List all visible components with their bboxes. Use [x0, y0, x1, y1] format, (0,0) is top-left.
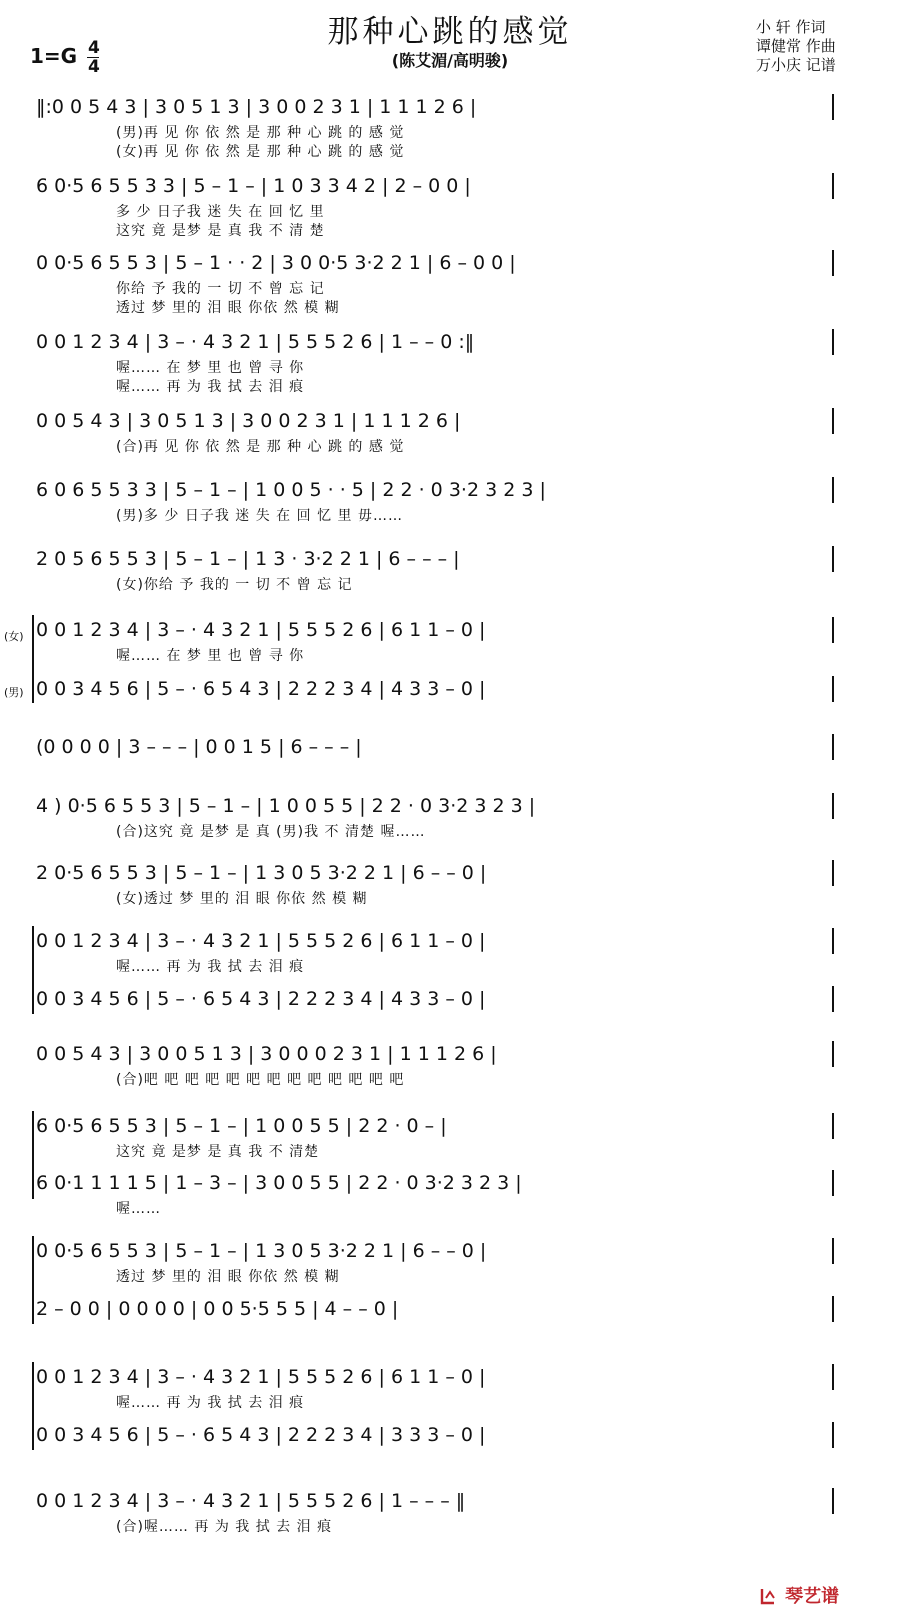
time-signature-top: 4	[88, 38, 100, 58]
lyric-line: (合)喔…… 再 为 我 拭 去 泪 痕	[116, 1519, 333, 1535]
barline	[832, 94, 834, 120]
song-title: 那种心跳的感觉	[327, 14, 573, 50]
barline	[832, 408, 834, 434]
time-signature-bottom: 4	[88, 57, 100, 77]
notation-line: 0 0 5 4 3 | 3 0 5 1 3 | 3 0 0 2 3 1 | 1 1 1 2 6 |	[36, 410, 461, 432]
barline	[832, 928, 834, 954]
barline	[832, 1170, 834, 1196]
lyric-line: (合)这究 竟 是梦 是 真 (男)我 不 清楚 喔……	[116, 824, 426, 840]
notation-line: 0 0·5 6 5 5 3 | 5 – 1 – | 1 3 0 5 3·2 2 1 | 6 – – 0 |	[36, 1240, 487, 1262]
voice-label-male: (男)	[4, 686, 24, 699]
lyric-line: (女)再 见 你 依 然 是 那 种 心 跳 的 感 觉	[116, 144, 405, 160]
lyric-line: (女)你给 予 我的 一 切 不 曾 忘 记	[116, 577, 353, 593]
barline	[832, 1422, 834, 1448]
notation-line: 0 0 3 4 5 6 | 5 – · 6 5 4 3 | 2 2 2 3 4 | 3 3 3 – 0 |	[36, 1424, 486, 1446]
barline	[832, 986, 834, 1012]
lyric-line: 喔…… 再 为 我 拭 去 泪 痕	[116, 1395, 305, 1411]
barline	[832, 1364, 834, 1390]
barline	[832, 329, 834, 355]
notation-line: 6 0·5 6 5 5 3 | 5 – 1 – | 1 0 0 5 5 | 2 2 · 0 – |	[36, 1115, 447, 1137]
notation-line: 6 0·5 6 5 5 3 3 | 5 – 1 – | 1 0 3 3 4 2 | 2 – 0 0 |	[36, 175, 471, 197]
system-bracket	[32, 615, 34, 703]
notation-line: 4 ) 0·5 6 5 5 3 | 5 – 1 – | 1 0 0 5 5 | 2 2 · 0 3·2 3 2 3 |	[36, 795, 536, 817]
brand-name: 琴艺谱	[785, 1586, 840, 1607]
barline	[832, 546, 834, 572]
lyric-line: 这究 竟 是梦 是 真 我 不 清楚	[116, 1144, 320, 1160]
credit-lyricist: 小 轩 作词	[756, 18, 826, 36]
lyric-line: (男)多 少 日子我 迷 失 在 回 忆 里 毋……	[116, 508, 403, 524]
brand-logo-icon	[760, 1587, 776, 1605]
notation-line: ‖:0 0 5 4 3 | 3 0 5 1 3 | 3 0 0 2 3 1 | 1 1 1 2 6 |	[36, 96, 477, 118]
system-bracket	[32, 1362, 34, 1450]
system-bracket	[32, 1236, 34, 1324]
barline	[832, 793, 834, 819]
notation-line: 2 0·5 6 5 5 3 | 5 – 1 – | 1 3 0 5 3·2 2 1 | 6 – – 0 |	[36, 862, 487, 884]
notation-line: 0 0·5 6 5 5 3 | 5 – 1 · · 2 | 3 0 0·5 3·2 2 1 | 6 – 0 0 |	[36, 252, 516, 274]
notation-line: 0 0 1 2 3 4 | 3 – · 4 3 2 1 | 5 5 5 2 6 | 6 1 1 – 0 |	[36, 619, 486, 641]
lyric-line: 多 少 日子我 迷 失 在 回 忆 里	[116, 204, 325, 220]
notation-line: 0 0 1 2 3 4 | 3 – · 4 3 2 1 | 5 5 5 2 6 | 1 – – – ‖	[36, 1490, 466, 1512]
notation-line: (0 0 0 0 | 3 – – – | 0 0 1 5 | 6 – – – |	[36, 736, 362, 758]
barline	[832, 860, 834, 886]
notation-line: 0 0 3 4 5 6 | 5 – · 6 5 4 3 | 2 2 2 3 4 | 4 3 3 – 0 |	[36, 988, 486, 1010]
notation-line: 2 – 0 0 | 0 0 0 0 | 0 0 5·5 5 5 | 4 – – 0 |	[36, 1298, 399, 1320]
lyric-line: 透过 梦 里的 泪 眼 你依 然 模 糊	[116, 300, 340, 316]
brand-logo	[760, 1582, 839, 1608]
lyric-line: (女)透过 梦 里的 泪 眼 你依 然 模 糊	[116, 891, 368, 907]
barline	[832, 676, 834, 702]
notation-line: 6 0 6 5 5 3 3 | 5 – 1 – | 1 0 0 5 · · 5 | 2 2 · 0 3·2 3 2 3 |	[36, 479, 546, 501]
barline	[832, 617, 834, 643]
lyric-line: 你给 予 我的 一 切 不 曾 忘 记	[116, 281, 325, 297]
singers: (陈艾湄/高明骏)	[391, 51, 509, 70]
lyric-line: (合)吧 吧 吧 吧 吧 吧 吧 吧 吧 吧 吧 吧 吧	[116, 1072, 405, 1088]
notation-line: 0 0 1 2 3 4 | 3 – · 4 3 2 1 | 5 5 5 2 6 | 6 1 1 – 0 |	[36, 1366, 486, 1388]
voice-label-female: (女)	[4, 630, 24, 643]
lyric-line: (男)再 见 你 依 然 是 那 种 心 跳 的 感 觉	[116, 125, 405, 141]
lyric-line: 这究 竟 是梦 是 真 我 不 清 楚	[116, 223, 325, 239]
lyric-line: (合)再 见 你 依 然 是 那 种 心 跳 的 感 觉	[116, 439, 405, 455]
lyric-line: 喔…… 在 梦 里 也 曾 寻 你	[116, 648, 305, 664]
barline	[832, 250, 834, 276]
barline	[832, 1488, 834, 1514]
lyric-line: 喔…… 再 为 我 拭 去 泪 痕	[116, 959, 305, 975]
key-signature: 1=G	[30, 44, 78, 68]
notation-line: 0 0 5 4 3 | 3 0 0 5 1 3 | 3 0 0 0 2 3 1 | 1 1 1 2 6 |	[36, 1043, 497, 1065]
notation-line: 0 0 1 2 3 4 | 3 – · 4 3 2 1 | 5 5 5 2 6 | 1 – – 0 :‖	[36, 331, 475, 353]
system-bracket	[32, 1111, 34, 1199]
barline	[832, 1238, 834, 1264]
lyric-line: 喔…… 再 为 我 拭 去 泪 痕	[116, 379, 305, 395]
lyric-line: 喔……	[116, 1201, 161, 1217]
barline	[832, 1041, 834, 1067]
barline	[832, 1113, 834, 1139]
barline	[832, 173, 834, 199]
credit-transcriber: 万小庆 记谱	[756, 56, 836, 74]
lyric-line: 透过 梦 里的 泪 眼 你依 然 模 糊	[116, 1269, 340, 1285]
notation-line: 0 0 1 2 3 4 | 3 – · 4 3 2 1 | 5 5 5 2 6 | 6 1 1 – 0 |	[36, 930, 486, 952]
notation-line: 0 0 3 4 5 6 | 5 – · 6 5 4 3 | 2 2 2 3 4 | 4 3 3 – 0 |	[36, 678, 486, 700]
notation-line: 6 0·1 1 1 1 5 | 1 – 3 – | 3 0 0 5 5 | 2 2 · 0 3·2 3 2 3 |	[36, 1172, 522, 1194]
system-bracket	[32, 926, 34, 1014]
barline	[832, 734, 834, 760]
notation-line: 2 0 5 6 5 5 3 | 5 – 1 – | 1 3 · 3·2 2 1 | 6 – – – |	[36, 548, 460, 570]
barline	[832, 477, 834, 503]
lyric-line: 喔…… 在 梦 里 也 曾 寻 你	[116, 360, 305, 376]
credit-composer: 谭健常 作曲	[756, 37, 836, 55]
barline	[832, 1296, 834, 1322]
